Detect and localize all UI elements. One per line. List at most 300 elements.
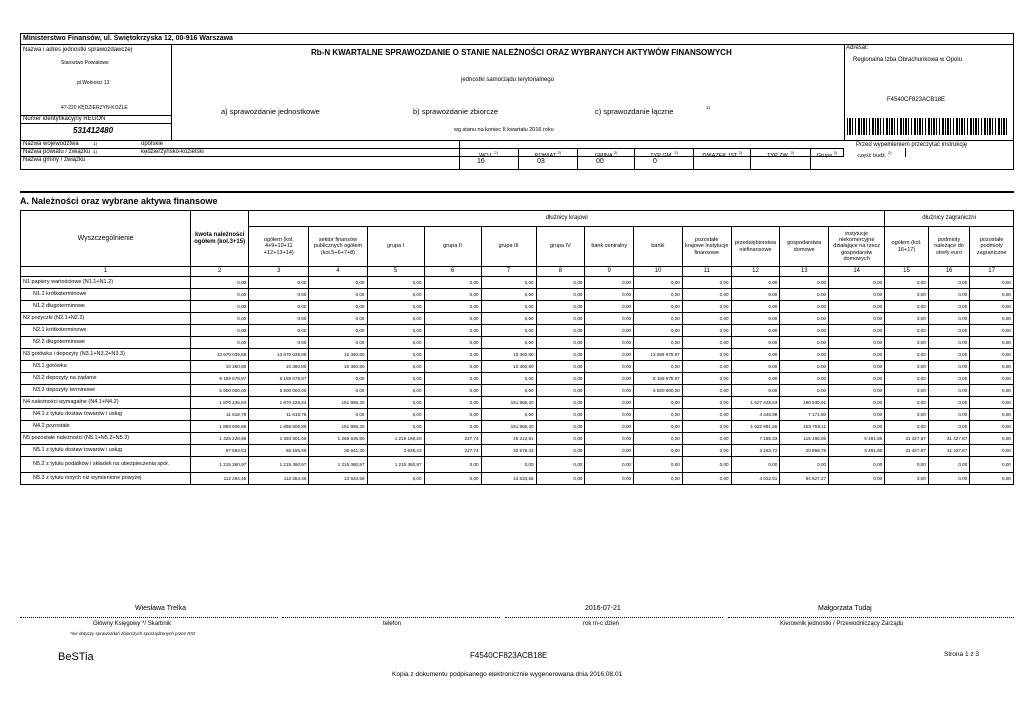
- amount-cell: 1 522 981,55: [731, 421, 780, 433]
- brand: BeSTia: [58, 651, 94, 663]
- amount-cell: 0,00: [970, 433, 1014, 445]
- row-label: N3.2 depozyty na żądanie: [21, 373, 191, 385]
- amount-cell: 0,00: [928, 457, 969, 473]
- code-label: [844, 148, 906, 157]
- column-header: ogółem (kol. 16+17): [885, 227, 929, 267]
- ministry-address: Ministerstwo Finansów, ul. Świętokrzyska 12, 00-916 Warszawa: [23, 35, 233, 42]
- jst-label: jednostki samorządu terytorialnego: [461, 77, 555, 83]
- amount-cell: 0,00: [682, 445, 731, 457]
- table-row: [21, 385, 1014, 397]
- amount-cell: 0,00: [191, 301, 249, 313]
- column-index: 8: [536, 267, 585, 277]
- amount-cell: 0,00: [367, 421, 424, 433]
- code-footnote: 2): [613, 150, 618, 155]
- col-total-header: kwota należności ogółem (kol.3+15): [191, 211, 249, 267]
- amount-cell: 13 670 039,88: [191, 349, 249, 361]
- amount-cell: 1 215 360,97: [249, 457, 309, 473]
- amount-cell: 0,00: [481, 277, 536, 289]
- amount-cell: 0,00: [829, 337, 885, 349]
- amount-cell: 0,00: [585, 325, 634, 337]
- amount-cell: 10 360,80: [191, 361, 249, 373]
- row-label: N2 pożyczki (N2.1+N2.2): [21, 313, 191, 325]
- amount-cell: 0,00: [481, 337, 536, 349]
- sig-left-note: *nie dotyczy sprawozdań zbiorczych sporządzonych przez RIO: [70, 631, 196, 636]
- amount-cell: 0,00: [829, 385, 885, 397]
- code-value: 16: [459, 156, 519, 169]
- amount-cell: 0,00: [634, 421, 683, 433]
- amount-cell: 4 446,98: [731, 409, 780, 421]
- amount-cell: 0,00: [634, 325, 683, 337]
- amount-cell: 13 634,58: [309, 473, 367, 485]
- table-row: [21, 349, 1014, 361]
- code-footnote: 2): [738, 150, 743, 155]
- amount-cell: 0,00: [536, 457, 585, 473]
- amount-cell: 0,00: [780, 337, 829, 349]
- amount-cell: 0,00: [970, 313, 1014, 325]
- amount-cell: 1 858 606,86: [249, 421, 309, 433]
- amount-cell: 0,00: [481, 373, 536, 385]
- code-value: [694, 156, 751, 169]
- amount-cell: 0,00: [928, 289, 969, 301]
- amount-cell: 0,00: [367, 373, 424, 385]
- footer-doc-code: F4540CF823ACB18E: [470, 651, 548, 660]
- amount-cell: 8 159 678,97: [249, 373, 309, 385]
- column-header: grupa IV: [536, 227, 585, 267]
- amount-cell: 0,00: [682, 289, 731, 301]
- code-footnote: 2): [494, 150, 498, 155]
- amount-cell: 1 527 428,53: [731, 397, 780, 409]
- amount-cell: 0,00: [585, 301, 634, 313]
- amount-cell: 0,00: [970, 373, 1014, 385]
- amount-cell: 0,00: [928, 409, 969, 421]
- amount-cell: 0,00: [970, 409, 1014, 421]
- unit-city: 47-220 KĘDZIERZYN-KOŹLE: [61, 105, 128, 111]
- amount-cell: 1 393 801,09: [249, 433, 309, 445]
- amount-cell: 0,00: [424, 277, 481, 289]
- row-label: N2.1 krótkoterminowe: [21, 325, 191, 337]
- code-footnote: 2): [790, 150, 794, 155]
- table-row: [21, 301, 1014, 313]
- column-index: 9: [585, 267, 634, 277]
- amount-cell: 0,00: [885, 373, 929, 385]
- amount-cell: 32 578,33: [481, 445, 536, 457]
- amount-cell: 0,00: [682, 349, 731, 361]
- amount-cell: 0,00: [928, 313, 969, 325]
- amount-cell: 36 641,30: [309, 445, 367, 457]
- code-label-text: TYP ZW.: [767, 152, 789, 159]
- table-row: [21, 373, 1014, 385]
- amount-cell: 0,00: [829, 349, 885, 361]
- amount-cell: 0,00: [885, 289, 929, 301]
- amount-cell: 0,00: [885, 421, 929, 433]
- amount-cell: 151 866,20: [309, 421, 367, 433]
- amount-cell: 0,00: [536, 473, 585, 485]
- amount-cell: 0,00: [585, 337, 634, 349]
- amount-cell: 0,00: [829, 373, 885, 385]
- code-label-text: Grupa: [816, 152, 833, 159]
- row-label: N5 pozostałe należności (N5.1+N5.2+N5.3): [21, 433, 191, 445]
- amount-cell: 0,00: [780, 289, 829, 301]
- amount-cell: 0,00: [249, 301, 309, 313]
- amount-cell: 0,00: [481, 313, 536, 325]
- amount-cell: 0,00: [191, 289, 249, 301]
- amount-cell: 20 858,78: [780, 445, 829, 457]
- amount-cell: 227,74: [424, 433, 481, 445]
- column-header: grupa I: [367, 227, 424, 267]
- amount-cell: 0,00: [536, 313, 585, 325]
- doc-code: F4540CF823ACB18E: [887, 97, 946, 103]
- amount-cell: 0,00: [309, 325, 367, 337]
- amount-cell: 0,00: [536, 325, 585, 337]
- row-label: N4.2 pozostałe: [21, 421, 191, 433]
- amount-cell: 0,00: [634, 457, 683, 473]
- row-label: N3.3 depozyty terminowe: [21, 385, 191, 397]
- amount-cell: 10 360,80: [249, 361, 309, 373]
- amount-cell: 0,00: [191, 325, 249, 337]
- amount-cell: 0,00: [970, 473, 1014, 485]
- amount-cell: 0,00: [731, 337, 780, 349]
- amount-cell: 0,00: [536, 361, 585, 373]
- amount-cell: 0,00: [424, 397, 481, 409]
- column-index: 12: [731, 267, 780, 277]
- amount-cell: 0,00: [309, 289, 367, 301]
- row-label: N5.2 z tytułu podatków i składek na ubezpieczenia społ.: [21, 457, 191, 473]
- period: wg stanu na koniec II kwartału 2016 roku: [454, 127, 554, 133]
- amount-cell: 112 284,46: [191, 473, 249, 485]
- table-row: [21, 289, 1014, 301]
- amount-cell: 0,00: [536, 433, 585, 445]
- amount-cell: 0,00: [367, 277, 424, 289]
- amount-cell: 0,00: [367, 473, 424, 485]
- amount-cell: 31 427,87: [885, 445, 929, 457]
- amount-cell: 0,00: [424, 349, 481, 361]
- table-row: [21, 313, 1014, 325]
- sig-right-name: Małgorzata Tudaj: [818, 605, 872, 612]
- amount-cell: 0,00: [634, 433, 683, 445]
- amount-cell: 0,00: [928, 325, 969, 337]
- amount-cell: 0,00: [191, 337, 249, 349]
- amount-cell: 0,00: [885, 301, 929, 313]
- gmina-label: Nazwa gminy / związku: [23, 157, 86, 163]
- woj-label: Nazwa województwa: [23, 141, 79, 147]
- footnote-1: 1): [706, 105, 711, 110]
- amount-cell: 1 870 225,64: [249, 397, 309, 409]
- amount-cell: 1 215 360,97: [367, 457, 424, 473]
- table-row: [21, 337, 1014, 349]
- amount-cell: 0,00: [367, 361, 424, 373]
- phone-label: telefon: [383, 621, 402, 627]
- amount-cell: 1 265 636,80: [309, 433, 367, 445]
- amount-cell: 0,00: [536, 409, 585, 421]
- amount-cell: 0,00: [585, 361, 634, 373]
- amount-cell: 151 866,20: [481, 397, 536, 409]
- amount-cell: 183 759,11: [780, 421, 829, 433]
- amount-cell: 0,00: [731, 313, 780, 325]
- amount-cell: 0,00: [829, 277, 885, 289]
- pow-note: 1): [93, 149, 98, 154]
- amount-cell: 0,00: [928, 361, 969, 373]
- amount-cell: 0,00: [780, 349, 829, 361]
- code-label-text: POWIAT: [534, 152, 557, 159]
- column-index: 11: [682, 267, 731, 277]
- column-index: 13: [780, 267, 829, 277]
- amount-cell: 0,00: [309, 409, 367, 421]
- amount-cell: 1 858 606,86: [191, 421, 249, 433]
- column-header: podmioty należące do strefy euro: [928, 227, 969, 267]
- amount-cell: 0,00: [249, 277, 309, 289]
- amount-cell: 0,00: [829, 325, 885, 337]
- code-label-text: TYP GM.: [650, 152, 673, 159]
- amount-cell: 1 219 196,20: [367, 433, 424, 445]
- row-label: N3 gotówka i depozyty (N3.1+N3.2+N3.3): [21, 349, 191, 361]
- amount-cell: 0,00: [682, 409, 731, 421]
- section-title: A. Należności oraz wybrane aktywa finansowe: [20, 196, 218, 206]
- row-label: N5.3 z tytułu innych niż wymienione powyżej: [21, 473, 191, 485]
- amount-cell: 0,00: [970, 361, 1014, 373]
- amount-cell: 151 866,20: [309, 397, 367, 409]
- amount-cell: 0,00: [634, 289, 683, 301]
- amount-cell: 0,00: [536, 349, 585, 361]
- column-header: pozostałe krajowe instytucje finansowe: [682, 227, 731, 267]
- amount-cell: 0,00: [780, 361, 829, 373]
- amount-cell: 0,00: [885, 337, 929, 349]
- amount-cell: 0,00: [249, 313, 309, 325]
- woj-name: opolskie: [141, 141, 164, 147]
- amount-cell: 0,00: [780, 301, 829, 313]
- amount-cell: 0,00: [682, 385, 731, 397]
- column-index: 17: [970, 267, 1014, 277]
- option-c: c) sprawozdanie łączne: [595, 107, 674, 116]
- amount-cell: 4 022,61: [731, 473, 780, 485]
- amount-cell: 0,00: [424, 373, 481, 385]
- table-row: [21, 409, 1014, 421]
- woj-note: 1): [93, 141, 98, 146]
- table-row: [21, 397, 1014, 409]
- amount-cell: 11 618,78: [249, 409, 309, 421]
- amount-cell: 0,00: [481, 457, 536, 473]
- code-value: [751, 156, 811, 169]
- amount-cell: 0,00: [885, 473, 929, 485]
- amount-cell: 0,00: [536, 385, 585, 397]
- unit-street: pl.Wolności 13: [77, 80, 110, 86]
- code-value: 03: [519, 156, 578, 169]
- amount-cell: 0,00: [928, 301, 969, 313]
- amount-cell: 0,00: [424, 457, 481, 473]
- amount-cell: 0,00: [731, 277, 780, 289]
- amount-cell: 0,00: [780, 325, 829, 337]
- amount-cell: 0,00: [249, 337, 309, 349]
- code-footnote: 2): [557, 150, 562, 155]
- amount-cell: 0,00: [634, 473, 683, 485]
- amount-cell: 0,00: [367, 325, 424, 337]
- amount-cell: 0,00: [536, 373, 585, 385]
- amount-cell: 0,00: [829, 409, 885, 421]
- amount-cell: 0,00: [249, 289, 309, 301]
- amount-cell: 115 486,05: [780, 433, 829, 445]
- amount-cell: 0,00: [634, 313, 683, 325]
- amount-cell: 0,00: [585, 421, 634, 433]
- sign-date: 2016-07-21: [585, 605, 621, 612]
- amount-cell: 0,00: [970, 289, 1014, 301]
- amount-cell: 0,00: [481, 289, 536, 301]
- row-label: N5.1 z tytułu dostaw towarów i usług: [21, 445, 191, 457]
- amount-cell: 0,00: [780, 457, 829, 473]
- col-desc-header: Wyszczególnienie: [21, 211, 191, 267]
- column-header: pozostałe podmioty zagraniczne: [970, 227, 1014, 267]
- amount-cell: 112 284,46: [249, 473, 309, 485]
- option-b: b) sprawozdanie zbiorcze: [413, 107, 499, 116]
- amount-cell: 0,00: [634, 277, 683, 289]
- amount-cell: 0,00: [682, 433, 731, 445]
- table-row: [21, 445, 1014, 457]
- amount-cell: 0,00: [928, 337, 969, 349]
- amount-cell: 0,00: [885, 325, 929, 337]
- amount-cell: 5 500 000,00: [249, 385, 309, 397]
- amount-cell: 0,00: [731, 301, 780, 313]
- amount-cell: 46 212,81: [481, 433, 536, 445]
- amount-cell: 0,00: [367, 397, 424, 409]
- table-row: [21, 433, 1014, 445]
- amount-cell: 0,00: [970, 349, 1014, 361]
- amount-cell: 0,00: [309, 313, 367, 325]
- amount-cell: 10 360,80: [309, 361, 367, 373]
- amount-cell: 0,00: [885, 277, 929, 289]
- amount-cell: 0,00: [780, 373, 829, 385]
- amount-cell: 0,00: [634, 397, 683, 409]
- amount-cell: 0,00: [249, 325, 309, 337]
- column-index: 10: [634, 267, 683, 277]
- amount-cell: 0,00: [536, 421, 585, 433]
- amount-cell: 0,00: [885, 409, 929, 421]
- column-header: instytucje niekomercyjne działające na rzecz gospodarstw domowych: [829, 227, 885, 267]
- amount-cell: 0,00: [780, 385, 829, 397]
- amount-cell: 0,00: [585, 289, 634, 301]
- amount-cell: 0,00: [481, 385, 536, 397]
- amount-cell: 0,00: [829, 457, 885, 473]
- column-index: 3: [249, 267, 309, 277]
- amount-cell: 0,00: [424, 421, 481, 433]
- amount-cell: 0,00: [367, 349, 424, 361]
- amount-cell: 0,00: [424, 409, 481, 421]
- amount-cell: 0,00: [424, 289, 481, 301]
- amount-cell: 190 930,91: [780, 397, 829, 409]
- amount-cell: 0,00: [682, 361, 731, 373]
- amount-cell: 0,00: [309, 385, 367, 397]
- amount-cell: 0,00: [885, 313, 929, 325]
- amount-cell: 0,00: [829, 421, 885, 433]
- amount-cell: 0,00: [481, 409, 536, 421]
- amount-cell: 31 427,87: [928, 433, 969, 445]
- column-header: banki: [634, 227, 683, 267]
- amount-cell: 0,00: [731, 385, 780, 397]
- amount-cell: 0,00: [367, 409, 424, 421]
- amount-cell: 5 491,86: [829, 433, 885, 445]
- code-label: [811, 148, 844, 157]
- amount-cell: 13 634,58: [481, 473, 536, 485]
- amount-cell: 0,00: [682, 337, 731, 349]
- amount-cell: 0,00: [309, 277, 367, 289]
- amount-cell: 7 171,80: [780, 409, 829, 421]
- amount-cell: 0,00: [885, 457, 929, 473]
- table-row: [21, 473, 1014, 485]
- table-row: [21, 421, 1014, 433]
- report-title: Rb-N KWARTALNE SPRAWOZDANIE O STANIE NALEŻNOŚCI ORAZ WYBRANYCH AKTYWÓW FINANSOWYCH: [311, 48, 732, 57]
- amount-cell: 0,00: [585, 409, 634, 421]
- amount-cell: 0,00: [731, 325, 780, 337]
- amount-cell: 0,00: [682, 421, 731, 433]
- amount-cell: 0,00: [634, 409, 683, 421]
- amount-cell: 0,00: [731, 373, 780, 385]
- code-value: 0: [635, 156, 694, 169]
- amount-cell: 0,00: [536, 289, 585, 301]
- amount-cell: 0,00: [367, 385, 424, 397]
- column-index: 16: [928, 267, 969, 277]
- amount-cell: 7 186,33: [731, 433, 780, 445]
- amount-cell: 0,00: [731, 457, 780, 473]
- amount-cell: 0,00: [970, 421, 1014, 433]
- amount-cell: 0,00: [970, 457, 1014, 473]
- amount-cell: 0,00: [682, 301, 731, 313]
- pow-name: kędzierzyńsko-kozielski: [141, 149, 204, 155]
- row-label: N4 należności wymagalne (N4.1+N4.2): [21, 397, 191, 409]
- amount-cell: 0,00: [829, 361, 885, 373]
- amount-cell: 0,00: [367, 337, 424, 349]
- table-row: [21, 457, 1014, 473]
- column-index: 5: [367, 267, 424, 277]
- column-index: 7: [481, 267, 536, 277]
- amount-cell: 0,00: [731, 289, 780, 301]
- column-header: grupa III: [481, 227, 536, 267]
- amount-cell: 0,00: [928, 385, 969, 397]
- pow-label: Nazwa powiatu / związku: [23, 149, 91, 155]
- amount-cell: 0,00: [309, 337, 367, 349]
- amount-cell: 0,00: [424, 301, 481, 313]
- amount-cell: 0,00: [682, 313, 731, 325]
- amount-cell: 13 659 678,97: [634, 349, 683, 361]
- amount-cell: 0,00: [780, 277, 829, 289]
- amount-cell: 0,00: [634, 361, 683, 373]
- amount-cell: 0,00: [585, 397, 634, 409]
- amount-cell: 0,00: [928, 473, 969, 485]
- code-footnote: 2): [833, 150, 838, 155]
- amount-cell: 0,00: [885, 385, 929, 397]
- receivables-table: [20, 210, 1014, 485]
- copy-note: Kopia z dokumentu podpisanego elektronicznie wygenerowana dnia 2016.08.01: [392, 671, 623, 678]
- amount-cell: 0,00: [424, 473, 481, 485]
- amount-cell: 0,00: [928, 373, 969, 385]
- amount-cell: 0,00: [682, 373, 731, 385]
- option-a: a) sprawozdanie jednostkowe: [221, 107, 320, 116]
- domestic-header: dłużnicy krajowi: [249, 211, 885, 227]
- instruction: Przed wypełnieniem przeczytać instrukcję: [856, 142, 968, 148]
- amount-cell: 227,74: [424, 445, 481, 457]
- amount-cell: 10 360,80: [309, 349, 367, 361]
- amount-cell: 1 870 225,64: [191, 397, 249, 409]
- amount-cell: 0,00: [928, 397, 969, 409]
- amount-cell: 0,00: [367, 313, 424, 325]
- amount-cell: 31 427,87: [928, 445, 969, 457]
- row-label: N1.1 krótkoterminowe: [21, 289, 191, 301]
- amount-cell: 0,00: [585, 385, 634, 397]
- column-header: grupa II: [424, 227, 481, 267]
- code-footnote: 2): [674, 150, 678, 155]
- code-footnote: 2): [888, 150, 892, 155]
- amount-cell: 0,00: [970, 445, 1014, 457]
- amount-cell: 0,00: [585, 313, 634, 325]
- amount-cell: 97 583,53: [191, 445, 249, 457]
- amount-cell: 10 360,80: [481, 361, 536, 373]
- amount-cell: 0,00: [536, 301, 585, 313]
